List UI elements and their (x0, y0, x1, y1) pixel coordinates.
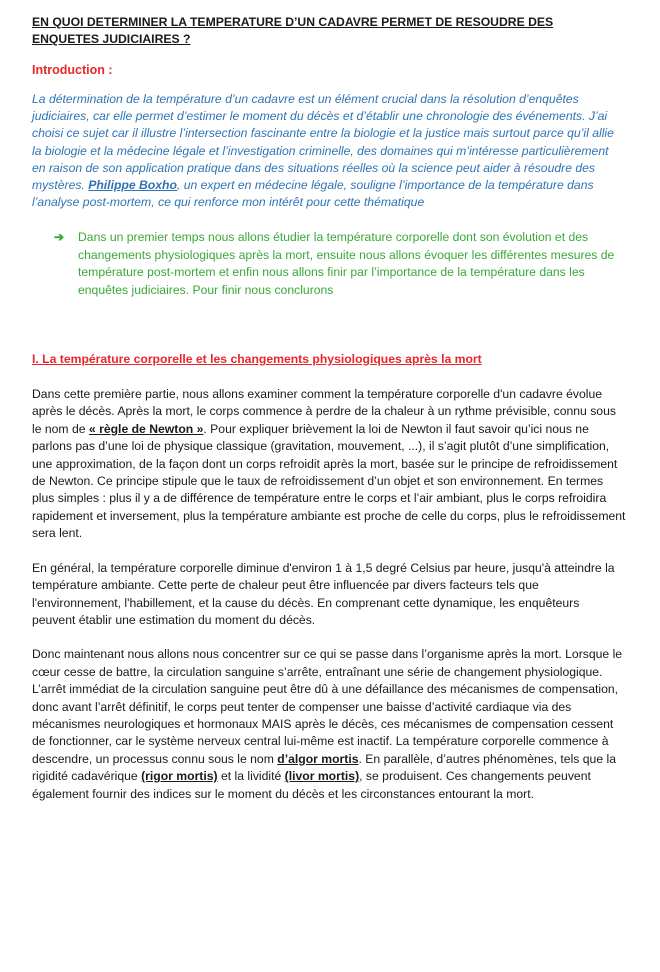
paragraph-3-part-1: Donc maintenant nous allons nous concentrer sur ce qui se passe dans l’organisme après la mort. Lorsque le cœur cesse de battre, la circulation sanguine s’arrête, entraînant une série de changement physiologique. L’arrêt immédiat de la circulation sanguine peut être dû à une défaillance des mécanismes de compensation, donc avant l’arrêt définitif, le corps peut tenter de compenser une baisse d’activité cardiaque via des mécanismes neurologiques et hormonaux MAIS après le décès, ces mécanismes de compensation cessent de fonctionner, car le système nerveux central lui-même est inactif. La température corporelle commence à descendre, un processus connu sous le nom (32, 647, 623, 766)
introduction-heading: Introduction : (32, 63, 113, 77)
paragraph-3-part-2: . En parallèle, d’autres phénomènes, tels que la rigidité cadavérique (32, 751, 616, 784)
section-1-paragraph-3 (32, 646, 626, 803)
paragraph-1-part-2: . Pour expliquer brièvement la loi de Newton il faut savoir qu’ici nous ne parlons pas d’une loi de physique classique (gravitation, mouvement, ...), il s’agit plutôt d’une simplification, une approximation, de la façon dont un corps refroidit après la mort, basée sur le principe de refroidissement de Newton. Ce principe stipule que le taux de refroidissement d’un objet et son environnement. En termes plus simples : plus il y a de différence de température entre le corps et l’air ambiant, plus le corps refroidira rapidement et inversement, plus la température ambiante est proche de celle du corps, plus le refroidissement sera lent. (32, 421, 626, 541)
plan-bullet (54, 229, 630, 299)
paragraph-3-part-3: et la lividité (217, 769, 285, 784)
introduction-text-part-2: , un expert en médecine légale, souligne l’importance de la température dans l’analyse post-mortem, ce qui renforce mon intérêt pour cette thématique (32, 178, 594, 210)
paragraph-1-part-1: Dans cette première partie, nous allons examiner comment la température corporelle d'un cadavre évolue après le décès. Après la mort, le corps commence à perdre de la chaleur à un rythme prévisible, connu sous le nom de (32, 387, 616, 436)
newton-rule-term: « règle de Newton » (88, 421, 204, 436)
introduction-text-part-1: La détermination de la température d’un cadavre est un élément crucial dans la résolution d’enquêtes judiciaires, car elle permet d’estimer le moment du décès et d’établir une chronologie des événements. J’ai choisi ce sujet car il illustre l’intersection fascinante entre la biologie et la justice mais surtout parce qu’il allie la biologie et la médecine légale et l’investigation criminelle, des domaines qui m’intéresse particulièrement en raison de son application pratique dans des situations réelles où la science peut aider à résoudre des mystères. (32, 92, 614, 193)
section-1-heading: I. La température corporelle et les changements physiologiques après la mort (32, 352, 482, 367)
expert-name: Philippe Boxho (88, 178, 177, 193)
plan-text: Dans un premier temps nous allons étudier la température corporelle dont son évolution et des changements physiologiques après la mort, ensuite nous allons évoquer les différentes mesures de température post-mortem et enfin nous allons finir par l’importance de la température dans les enquêtes judiciaires. Pour finir nous conclurons (78, 230, 615, 297)
introduction-paragraph (32, 91, 617, 211)
section-1-paragraph-2: En général, la température corporelle diminue d'environ 1 à 1,5 degré Celsius par heure, jusqu'à atteindre la température ambiante. Cette perte de chaleur peut être influencée par divers facteurs tels que l'environnement, l'habillement, et la cause du décès. En comprenant cette dynamique, les enquêteurs peuvent établir une estimation du moment du décès. (32, 560, 615, 627)
livor-mortis-term: (livor mortis) (284, 769, 360, 784)
algor-mortis-term: d’algor mortis (277, 751, 359, 766)
document-title: EN QUOI DETERMINER LA TEMPERATURE D’UN CADAVRE PERMET DE RESOUDRE DES ENQUETES JUDICIAIRES ? (32, 15, 554, 46)
arrow-right-icon: ➔ (54, 230, 65, 245)
section-1-paragraph-1 (32, 386, 626, 543)
rigor-mortis-term: (rigor mortis) (141, 769, 218, 784)
paragraph-3-part-4: , se produisent. Ces changements peuvent également fournir des indices sur le moment du décès et les circonstances entourant la mort. (32, 769, 591, 801)
